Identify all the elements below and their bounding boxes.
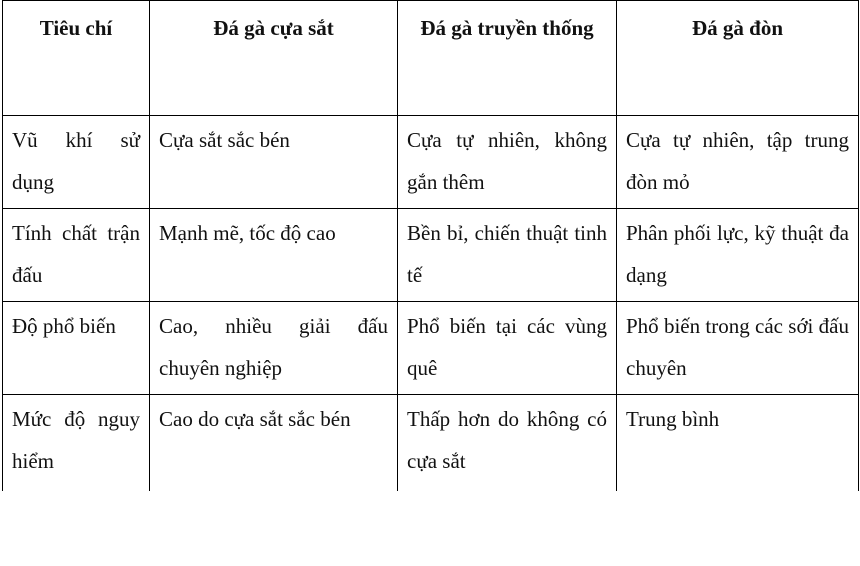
table-cell: Tính chất trận đấu [3,209,150,302]
table-cell: Mức độ nguy hiểm [3,395,150,492]
table-cell: Cao, nhiều giải đấu chuyên nghiệp [150,302,398,395]
table-cell: Cựa sắt sắc bén [150,116,398,209]
table-cell: Độ phổ biến [3,302,150,395]
table-cell: Cựa tự nhiên, không gắn thêm [398,116,617,209]
table-cell: Bền bỉ, chiến thuật tinh tế [398,209,617,302]
table-header-row [3,1,859,116]
header-criteria: Tiêu chí [3,1,150,116]
table-cell: Vũ khí sử dụng [3,116,150,209]
table-cell: Phổ biến trong các sới đấu chuyên [617,302,859,395]
header-traditional: Đá gà truyền thống [398,1,617,116]
table-cell: Mạnh mẽ, tốc độ cao [150,209,398,302]
table-cell: Phân phối lực, kỹ thuật đa dạng [617,209,859,302]
table-row [3,209,859,302]
comparison-table [2,0,859,491]
table-cell: Cao do cựa sắt sắc bén [150,395,398,492]
header-don: Đá gà đòn [617,1,859,116]
header-iron-spur: Đá gà cựa sắt [150,1,398,116]
table-cell: Cựa tự nhiên, tập trung đòn mỏ [617,116,859,209]
table-row [3,302,859,395]
table-cell: Trung bình [617,395,859,492]
table-row [3,116,859,209]
table-row [3,395,859,492]
table-cell: Thấp hơn do không có cựa sắt [398,395,617,492]
table-cell: Phổ biến tại các vùng quê [398,302,617,395]
